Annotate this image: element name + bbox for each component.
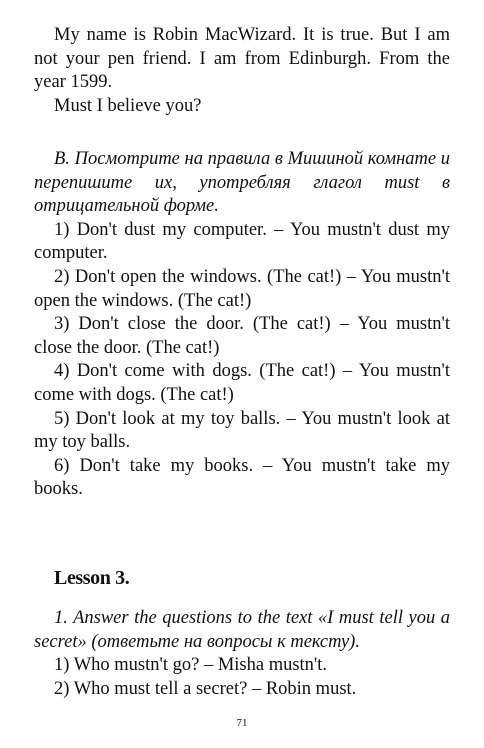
- intro-question: Must I believe you?: [54, 95, 202, 116]
- lesson-item: 1) Who mustn't go? – Misha mustn't.: [54, 655, 328, 676]
- lesson-exercise: [34, 607, 450, 701]
- exercise-b-instruction: B. Посмотрите на правила в Мишиной комнате и перепишите их, употребляя глагол must в отрицательной форме.: [34, 149, 450, 217]
- lesson-item: 2) Who must tell a secret? – Robin must.: [54, 678, 357, 699]
- exercise-b: [34, 148, 450, 502]
- intro-paragraph: My name is Robin MacWizard. It is true. But I am not your pen friend. I am from Edinburgh. From the year 1599.: [34, 25, 450, 93]
- exercise-b-item: 5) Don't look at my toy balls. – You mustn't look at my toy balls.: [34, 408, 450, 453]
- exercise-b-item: 2) Don't open the windows. (The cat!) – You mustn't open the windows. (The cat!): [34, 266, 450, 311]
- lesson-instruction: 1. Answer the questions to the text «I must tell you a secret» (ответьте на вопросы к тексту).: [34, 608, 450, 652]
- lesson-title: Lesson 3.: [54, 567, 130, 589]
- exercise-b-item: 1) Don't dust my computer. – You mustn't dust my computer.: [34, 219, 450, 264]
- exercise-b-item: 3) Don't close the door. (The cat!) – You mustn't close the door. (The cat!): [34, 314, 450, 358]
- intro-text: [34, 24, 450, 118]
- exercise-b-item: 4) Don't come with dogs. (The cat!) – You mustn't come with dogs. (The cat!): [34, 361, 450, 405]
- page-number: 71: [236, 717, 248, 729]
- exercise-b-item: 6) Don't take my books. – You mustn't take my books.: [34, 455, 450, 500]
